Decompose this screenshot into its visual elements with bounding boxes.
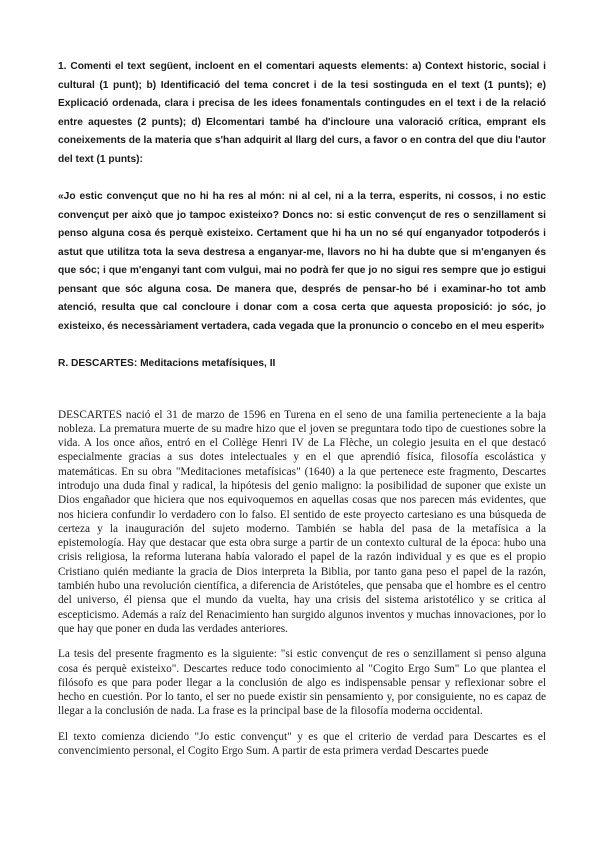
thesis-paragraph: La tesis del presente fragmento es la siguiente: "si estic convençut de res o senzillament si penso alguna cosa és perquè existeixo". Descartes reduce todo conocimiento al "Cogito Ergo Sum" Lo que plantea el filósofo es que para poder llegar a la conclusión de algo es indispensable pensar y reflexionar sobre el hecho en cuestión. Por lo tanto, el ser no puede existir sin pensamiento y, por consiguiente, no es capaz de llegar a la conclusión de nada. La frase es la principal base de la filosofía moderna occidental. — [58, 648, 546, 718]
quote-source: R. DESCARTES: Meditacions metafísiques, II — [58, 358, 276, 369]
explanation-paragraph: El texto comienza diciendo "Jo estic convençut" y es que el criterio de verdad para Descartes es el convencimiento personal, el Cogito Ergo Sum. A partir de esta primera verdad Descartes puede — [58, 730, 546, 758]
context-paragraph: DESCARTES nació el 31 de marzo de 1596 en Turena en el seno de una familia perteneciente a la baja nobleza. La prematura muerte de su madre hizo que el joven se preguntara todo tipo de cuestiones sobre la vida. A los once años, entró en el Collège Henri IV de La Flèche, un colegio jesuita en el que destacó especialmente gracias a sus dotes intelectuales y en el que aprendió física, filosofía escolástica y matemáticas. En su obra "Meditaciones metafísicas" (1640) a la que pertenece este fragmento, Descartes introdujo una duda final y radical, la hipótesis del genio maligno: la posibilidad de suponer que existe un Dios engañador que hiciera que nos equivoquemos en aquellas cosas que nos parecen más evidentes, que nos hiciera confundir lo verdadero con lo falso. El sentido de este proyecto cartesiano es una búsqueda de certeza y la inauguración del sujeto moderno. También se habla del pasa de la metafísica a la epistemología. Hay que destacar que esta obra surge a partir de un contexto cultural de la época: hubo una crisis religiosa, la reforma luterana había valorado el papel de la razón individual y es que es el propio Cristiano quién mediante la gracia de Dios interpreta la Biblia, por tanto gana peso el papel de la razón, también hubo una revolución científica, a diferencia de Aristóteles, que pensaba que el hombre es el centro del universo, él piensa que el mundo da vuelta, hay una crisis del sistema aristotélico y se critica al escepticismo. Además a raíz del Renacimiento han surgido algunos inventos y muchas innovaciones, por lo que hay que poner en duda las verdades anteriores. — [58, 408, 546, 635]
document-page — [58, 58, 546, 758]
descartes-quote: «Jo estic convençut que no hi ha res al món: ni al cel, ni a la terra, esperits, ni cossos, i no estic convençut per això que jo tampoc existeixo? Doncs no: si estic convençut de res o senzillament si penso alguna cosa és perquè existeixo. Certament que hi ha un no sé quí enganyador totpoderós i astut que utilitza tota la seva destresa a enganyar-me, llavors no hi ha dubte que si m'enganyen és que sóc; i que m'enganyi tant com vulgui, mai no podrà fer que jo no sigui res sempre que jo estigui pensant que sóc alguna cosa. De manera que, després de pensar-ho bé i examinar-ho tot amb atenció, resulta que cal concloure i donar com a cosa certa que aquesta proposició: jo sóc, jo existeixo, és necessàriament vertadera, cada vegada que la pronuncio o concebo en el meu esperit» — [58, 191, 546, 332]
exam-question: 1. Comenti el text següent, incloent en el comentari aquests elements: a) Context historic, social i cultural (1 punt); b) Identificació del tema concret i de la tesi sostinguda en el text (1 punts); e) Explicació ordenada, clara i precisa de les idees fonamentals contingudes en el text i de la relació entre aquestes (2 punts); d) Elcomentari també ha d'incloure una valoració crítica, emprant els coneixements de la materia que s'han adquirit al llarg del curs, a favor o en contra del que diu l'autor del text (1 punts): — [58, 61, 546, 165]
